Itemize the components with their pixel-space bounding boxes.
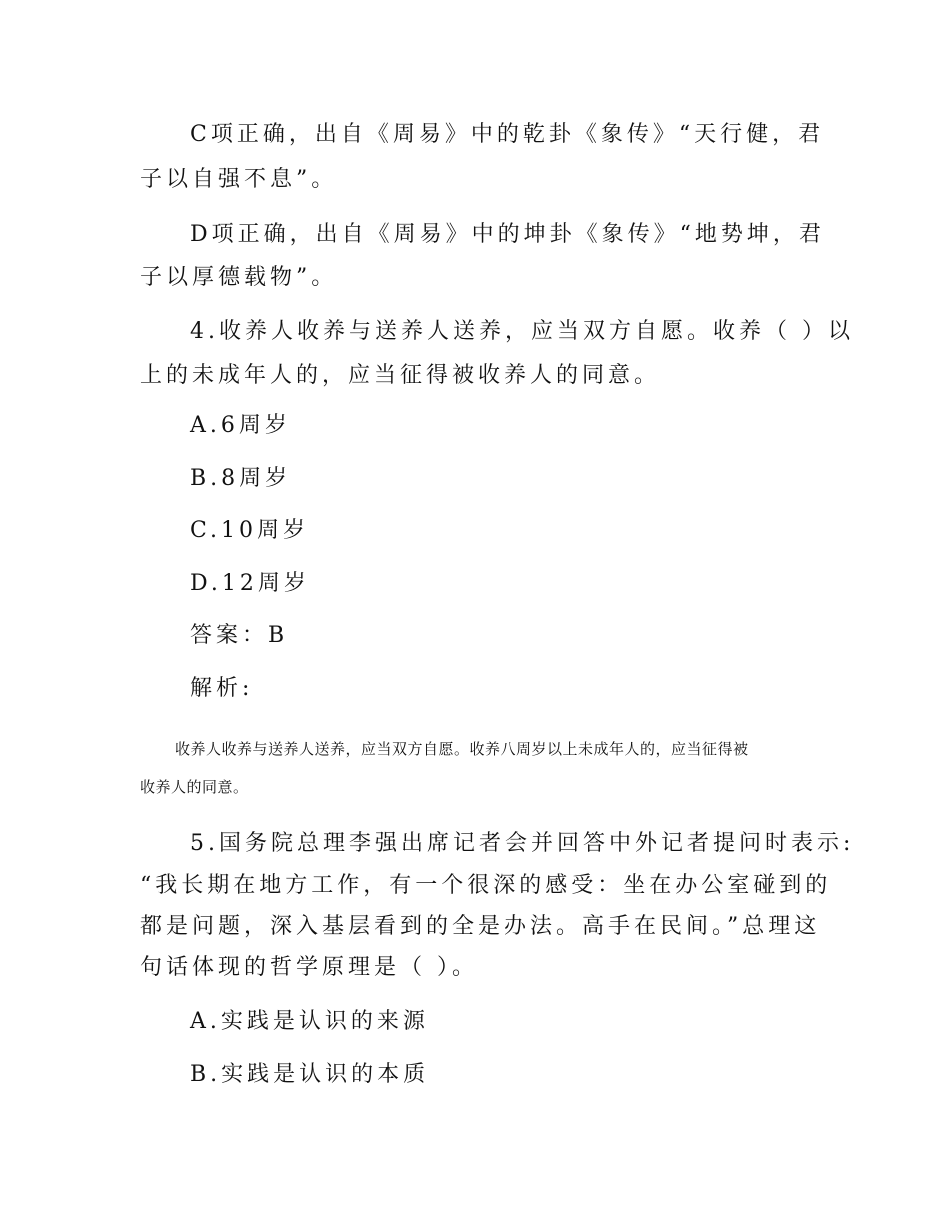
d-option-explanation-line-2: 子以厚德载物”。 — [140, 265, 338, 290]
question-5-stem-line-3: 都是问题，深入基层看到的全是办法。高手在民间。”总理这 — [140, 914, 821, 939]
c-option-explanation-line-1: C项正确，出自《周易》中的乾卦《象传》“天行健，君 — [190, 122, 825, 147]
question-4-option-d: D.12周岁 — [190, 571, 310, 596]
question-5-option-b: B.实践是认识的本质 — [190, 1062, 430, 1087]
d-option-explanation-line-1: D项正确，出自《周易》中的坤卦《象传》“地势坤，君 — [190, 222, 825, 247]
question-4-analysis-line-1: 收养人收养与送养人送养，应当双方自愿。收养八周岁以上未成年人的，应当征得被 — [175, 740, 749, 758]
c-option-explanation-line-2: 子以自强不息”。 — [140, 167, 338, 192]
question-5-option-a: A.实践是认识的来源 — [190, 1009, 429, 1034]
question-4-answer: 答案：B — [190, 623, 289, 648]
question-4-option-b: B.8周岁 — [190, 466, 292, 491]
question-4-stem-line-2: 上的未成年人的，应当征得被收养人的同意。 — [140, 363, 661, 388]
question-4-analysis-line-2: 收养人的同意。 — [140, 778, 249, 796]
question-5-stem-line-4: 句话体现的哲学原理是（ ）。 — [140, 955, 478, 980]
question-4-stem-line-1: 4.收养人收养与送养人送养，应当双方自愿。收养（ ）以 — [190, 319, 854, 344]
question-5-stem-line-2: “我长期在地方工作，有一个很深的感受：坐在办公室碰到的 — [140, 873, 832, 898]
question-4-option-c: C.10周岁 — [190, 518, 310, 543]
question-4-analysis-label: 解析: — [190, 676, 254, 701]
question-4-option-a: A.6周岁 — [190, 413, 291, 438]
question-5-stem-line-1: 5.国务院总理李强出席记者会并回答中外记者提问时表示: — [190, 831, 855, 856]
